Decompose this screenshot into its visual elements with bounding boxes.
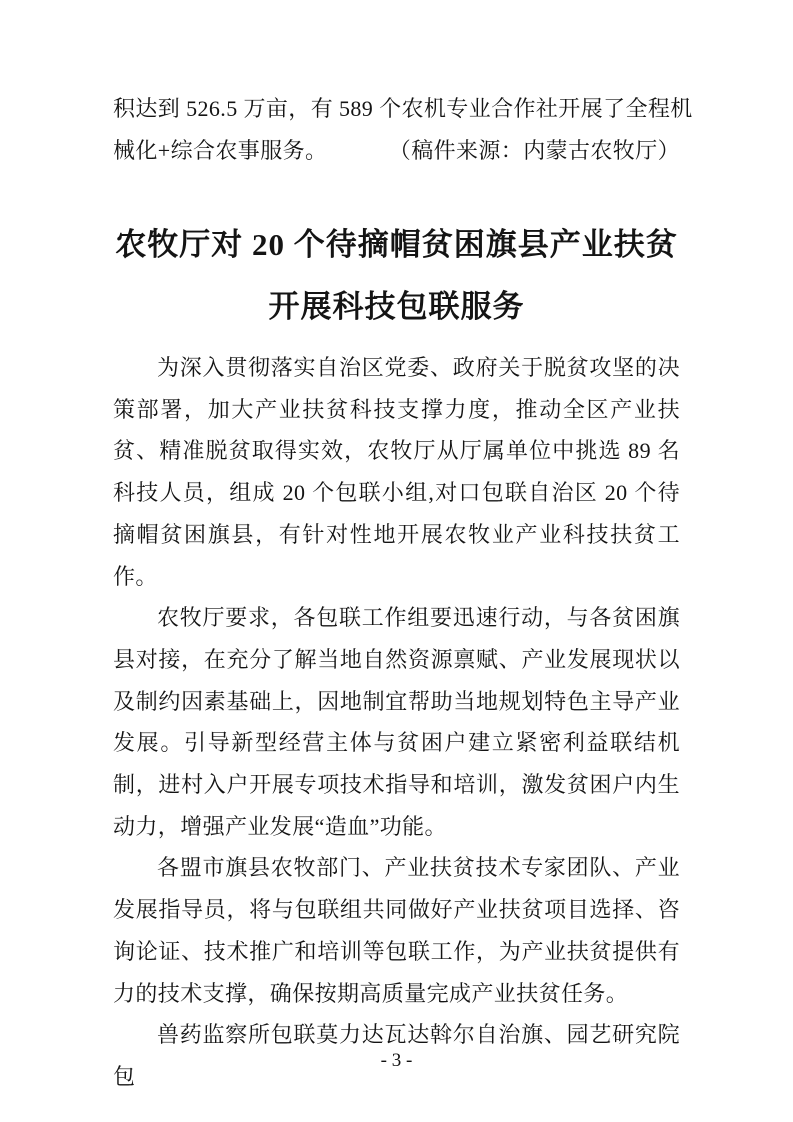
body-paragraph: 兽药监察所包联莫力达瓦达斡尔自治旗、园艺研究院包 bbox=[113, 1022, 680, 1089]
previous-article-line: 械化+综合农事服务。 bbox=[113, 138, 328, 163]
page-number: - 3 - bbox=[380, 1050, 413, 1071]
article-title-line-2: 开展科技包联服务 bbox=[268, 289, 525, 324]
previous-article-line: 积达到 526.5 万亩，有 589 个农机专业合作社开展了全程机 bbox=[113, 96, 693, 121]
previous-article-last-line bbox=[113, 130, 680, 172]
source-attribution: （稿件来源：内蒙古农牧厅） bbox=[388, 138, 680, 163]
article-title bbox=[113, 214, 680, 338]
body-paragraph: 各盟市旗县农牧部门、产业扶贫技术专家团队、产业发展指导员，将与包联组共同做好产业扶贫项目选择、咨询论证、技术推广和培训等包联工作，为产业扶贫提供有力的技术支撑，确保按期高质量完成产业扶贫任务。 bbox=[113, 855, 680, 1006]
previous-article-ending bbox=[113, 88, 693, 172]
article-body bbox=[113, 347, 680, 1098]
body-paragraph: 为深入贯彻落实自治区党委、政府关于脱贫攻坚的决策部署，加大产业扶贫科技支撑力度，推动全区产业扶贫、精准脱贫取得实效，农牧厅从厅属单位中挑选 89 名科技人员，组成 20 个包联小组,对口包联自治区 20 个待摘帽贫困旗县，有针对性地开展农牧业产业科技扶贫工作。 bbox=[113, 355, 680, 589]
body-paragraph: 农牧厅要求，各包联工作组要迅速行动，与各贫困旗县对接，在充分了解当地自然资源禀赋、产业发展现状以及制约因素基础上，因地制宜帮助当地规划特色主导产业发展。引导新型经营主体与贫困户建立紧密利益联结机制，进村入户开展专项技术指导和培训，激发贫困户内生动力，增强产业发展“造血”功能。 bbox=[113, 605, 680, 839]
article-title-line-1: 农牧厅对 20 个待摘帽贫困旗县产业扶贫 bbox=[115, 227, 678, 262]
page-content bbox=[113, 88, 693, 1098]
